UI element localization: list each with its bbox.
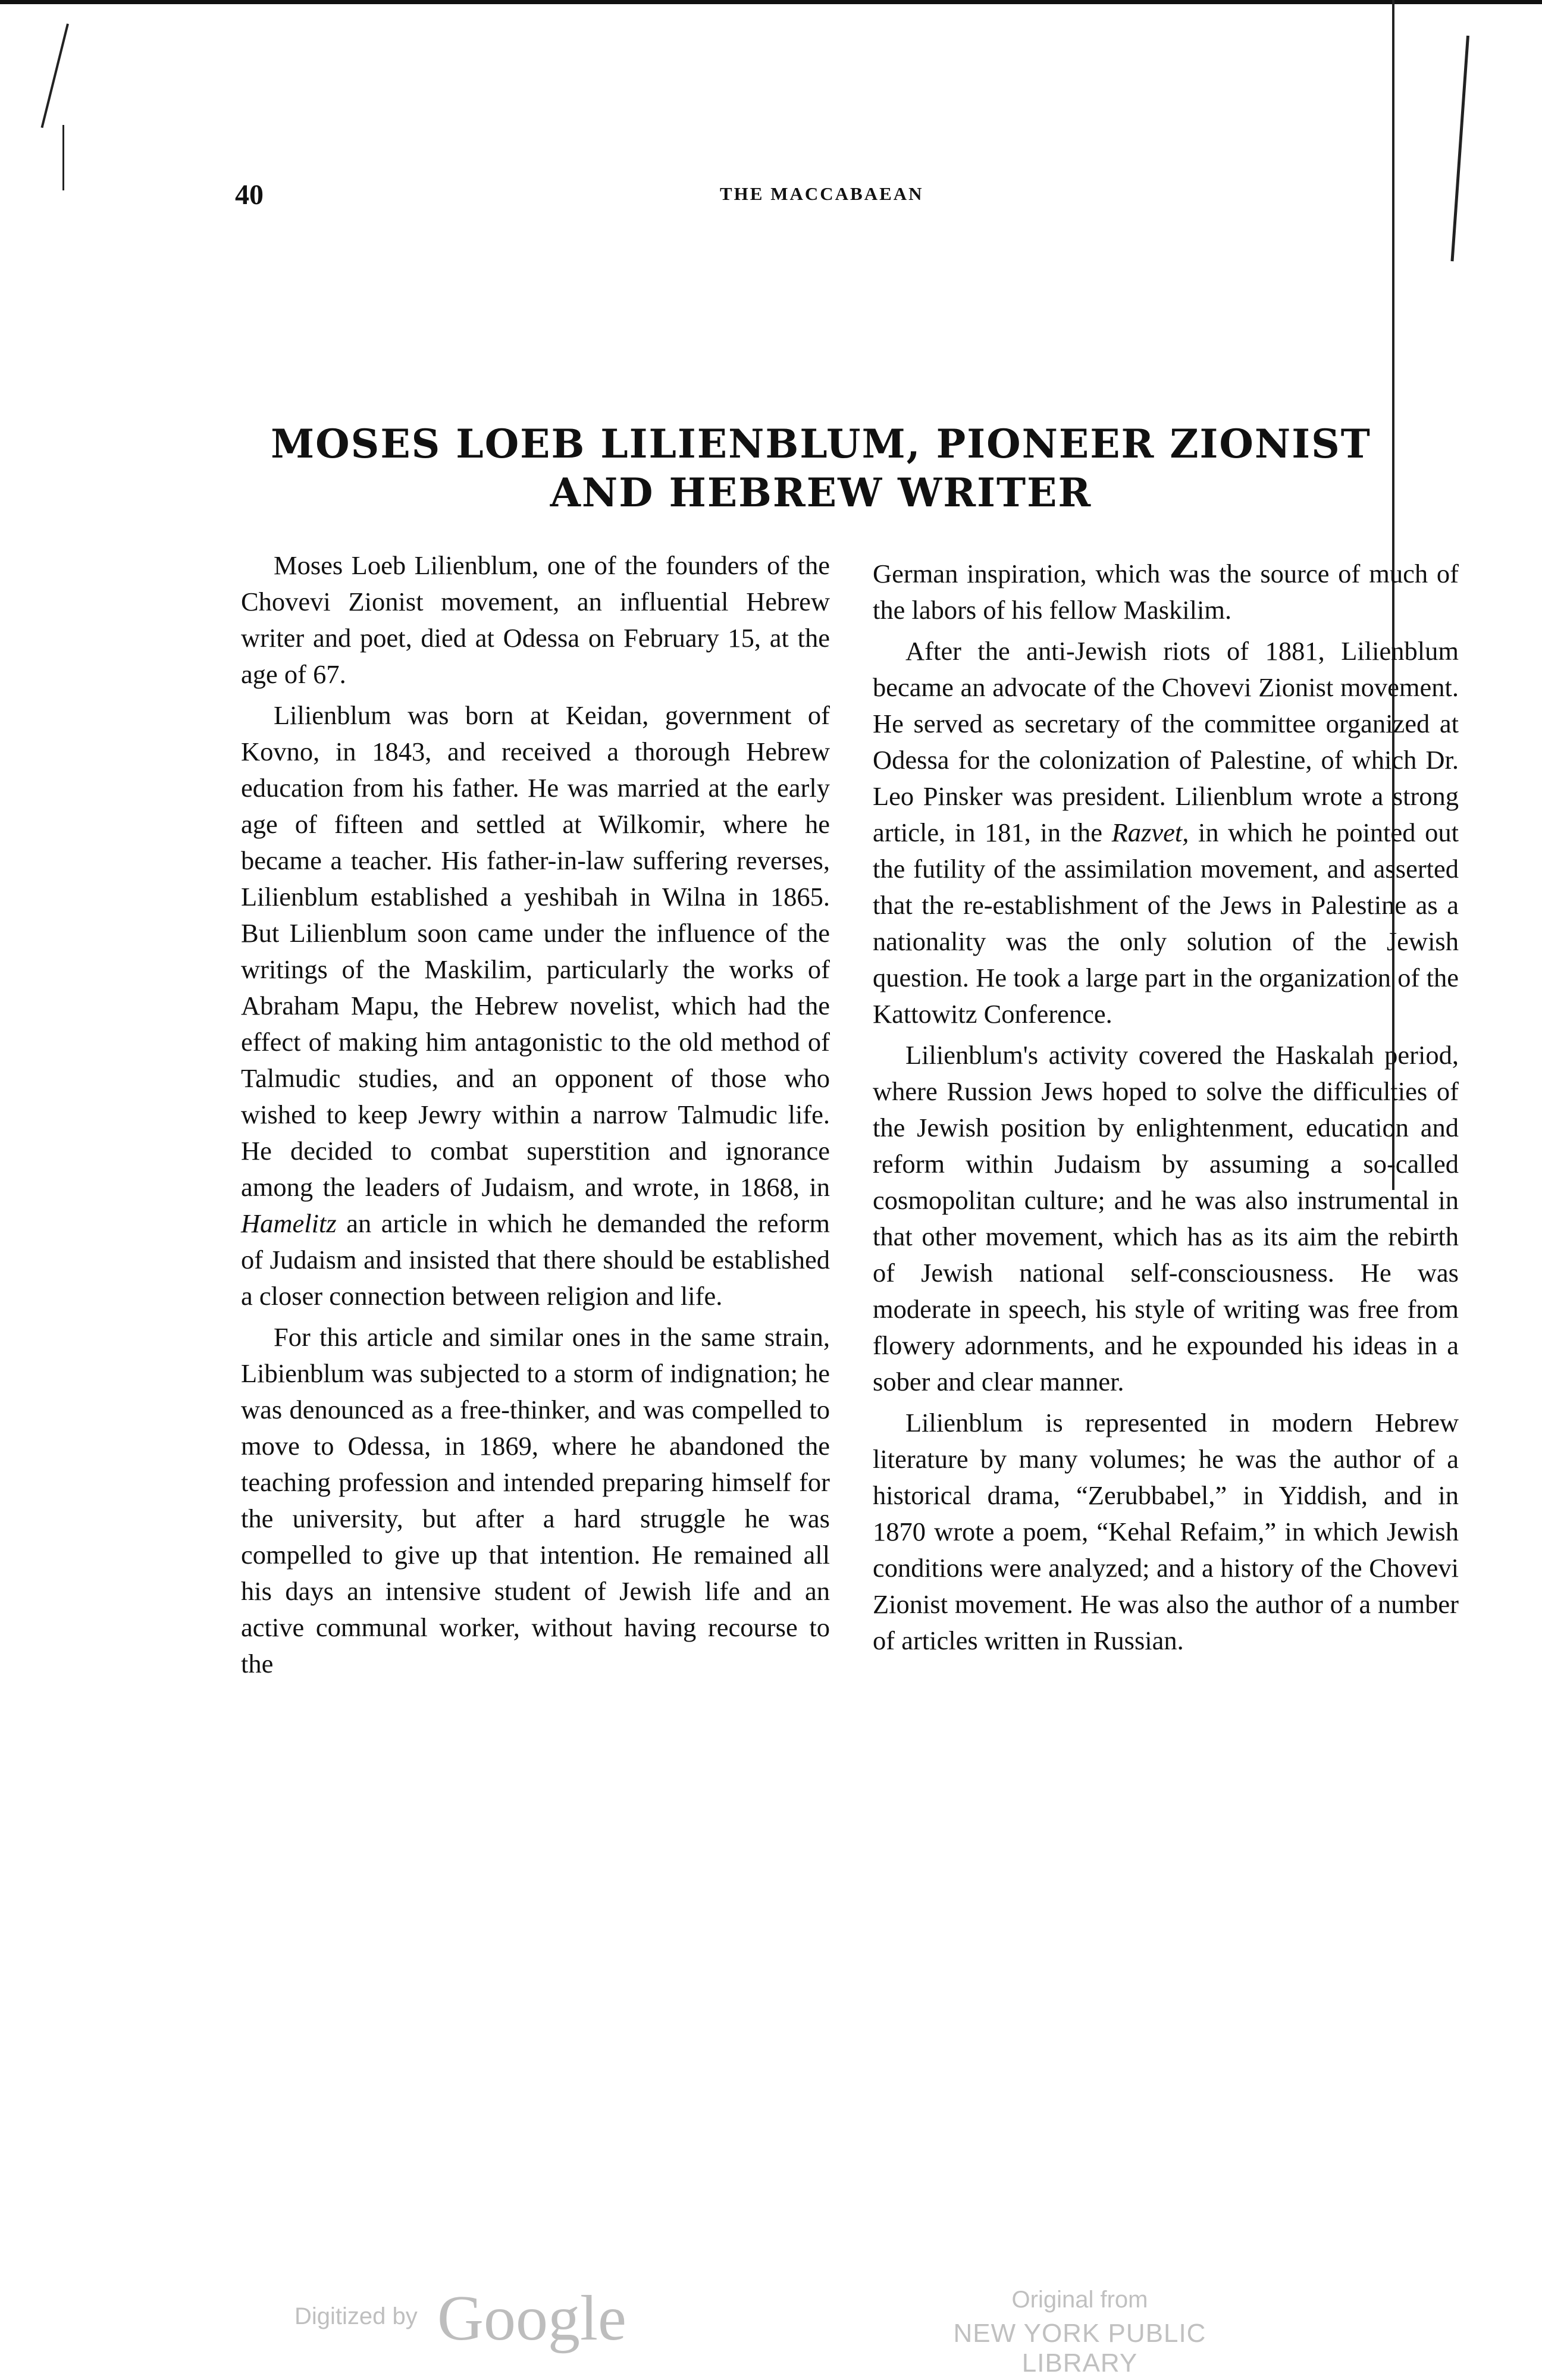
- headline-line-2: AND HEBREW WRITER: [550, 469, 1092, 516]
- scan-fold-line-left-lower: [62, 125, 64, 190]
- left-paragraph-2-end: an article in which he demanded the reform of Judaism and insisted that there should be established a closer connection between religion and life.: [241, 1208, 830, 1311]
- right-paragraph-1: German inspiration, which was the source of much of the labors of his fellow Maskilim.: [873, 559, 1459, 625]
- hamelitz-title: Hamelitz: [241, 1208, 337, 1238]
- digitization-footer: [0, 2282, 1542, 2380]
- right-column: [873, 556, 1459, 1664]
- scan-fold-line-left: [41, 24, 69, 129]
- scan-edge-line-right: [1450, 36, 1469, 261]
- left-paragraph-1: Moses Loeb Lilienblum, one of the founders of the Chovevi Zionist movement, an influential Hebrew writer and poet, died at Odessa on February 15, at the age of 67.: [241, 550, 830, 689]
- right-paragraph-2-start: After the anti-Jewish riots of 1881, Lilienblum became an advocate of the Chovevi Zionist movement. He served as secretary of the committee organized at Odessa for the colonization of Palestine, of which Dr. Leo Pinsker was president. Lilienblum wrote a strong article, in 181, in the: [873, 636, 1459, 847]
- left-paragraph-2-text: Lilienblum was born at Keidan, government of Kovno, in 1843, and received a thorough Hebrew education from his father. He was married at the early age of fifteen and settled at Wilkomir, where he became a teacher. His father-in-law suffering reverses, Lilienblum established a yeshibah in Wilna in 1865. But Lilienblum soon came under the influence of the writings of the Maskilim, particularly the works of Abraham Mapu, the Hebrew novelist, which had the effect of making him antagonistic to the old method of Talmudic studies, and an opponent of those who wished to keep Jewry within a narrow Talmudic life. He decided to combat superstition and ignorance among the leaders of Judaism, and wrote, in 1868, in: [241, 700, 830, 1202]
- digitized-by-label: Digitized by: [294, 2303, 418, 2329]
- headline-line-1: MOSES LOEB LILIENBLUM, PIONEER ZIONIST: [271, 421, 1371, 467]
- google-logo: Google: [437, 2283, 626, 2354]
- left-paragraph-2: [241, 697, 830, 1314]
- left-paragraph-3: For this article and similar ones in the same strain, Libienblum was subjected to a storm of indignation; he was denounced as a free-thinker, and was compelled to move to Odessa, in 1869, where he abandoned the teaching profession and intended preparing himself for the university, but after a hard struggle he was compelled to give up that intention. He remained all his days an intensive student of Jewish life and an active communal worker, without having recourse to the: [241, 1322, 830, 1678]
- page-header: [235, 178, 1437, 214]
- page-top-edge: [0, 0, 1542, 4]
- right-paragraph-3: Lilienblum's activity covered the Haskalah period, where Russion Jews hoped to solve the difficulties of the Jewish position by enlightenment, education and reform within Judaism by assuming a so-called cosmopolitan culture; and he was also instrumental in that other movement, which has as its aim the rebirth of Jewish national self-consciousness. He was moderate in speech, his style of writing was free from flowery adornments, and he expounded his ideas in a sober and clear manner.: [873, 1040, 1459, 1396]
- left-column: [241, 547, 830, 1687]
- running-title: THE MACCABAEAN: [720, 183, 924, 204]
- right-paragraph-2: [873, 633, 1459, 1032]
- article-headline: [238, 419, 1404, 517]
- razvet-title: Razvet,: [1111, 818, 1189, 847]
- right-paragraph-2-end: in which he pointed out the futility of the assimilation movement, and asserted that the re-establishment of the Jews in Palestine as a nationality was the only solution of the Jewish question. He took a large part in the organization of the Kattowitz Conference.: [873, 818, 1459, 1029]
- library-name: NEW YORK PUBLIC LIBRARY: [953, 2319, 1206, 2378]
- right-paragraph-4: Lilienblum is represented in modern Hebrew literature by many volumes; he was the author of a historical drama, “Zerubbabel,” in Yiddish, and in 1870 wrote a poem, “Kehal Refaim,” in which Jewish conditions were analyzed; and a history of the Chovevi Zionist movement. He was also the author of a number of articles written in Russian.: [873, 1408, 1459, 1655]
- original-from-label: Original from: [1011, 2287, 1148, 2313]
- page-number: 40: [235, 179, 264, 211]
